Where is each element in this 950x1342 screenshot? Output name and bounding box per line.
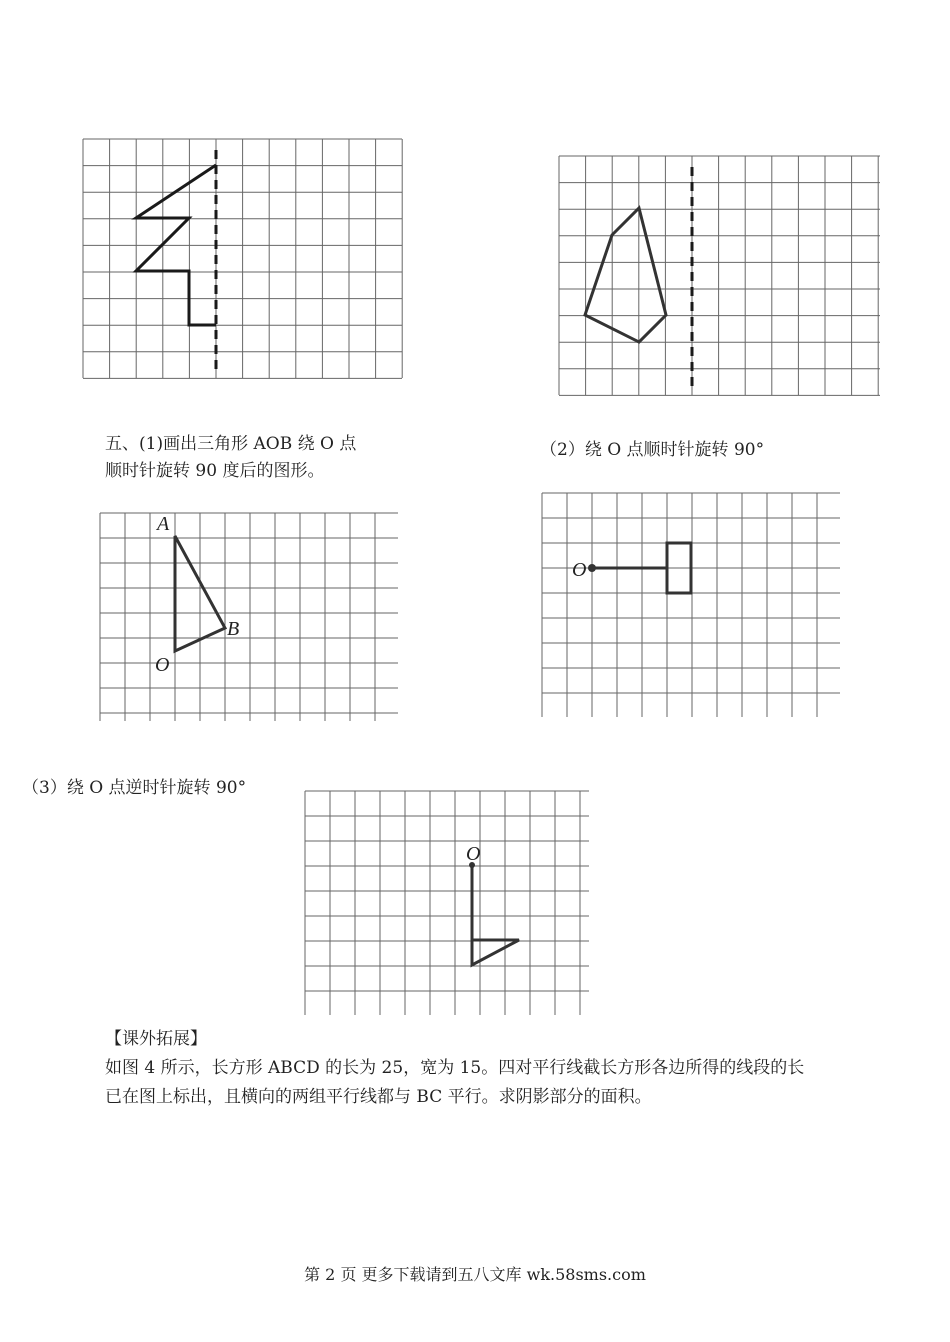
symmetry-figure-1 [80, 136, 406, 382]
grid [542, 493, 840, 717]
grid [305, 791, 589, 1015]
pentagon-shape [585, 208, 666, 342]
point-o [588, 564, 596, 572]
rotation-figure-2 [541, 492, 843, 719]
label-o: O [466, 843, 481, 865]
label-a: A [157, 513, 170, 535]
grid [100, 513, 398, 721]
label-b: B [227, 618, 240, 640]
rotation-figure-3 [304, 790, 592, 1017]
extension-line-2: 已在图上标出，且横向的两组平行线都与 BC 平行。求阴影部分的面积。 [105, 1087, 652, 1107]
grid [83, 139, 402, 378]
symmetry-figure-2 [556, 153, 884, 399]
extension-line-1: 如图 4 所示，长方形 ABCD 的长为 25，宽为 15。四对平行线截长方形各边所得的线段的长 [105, 1058, 805, 1078]
triangle-shape [472, 940, 519, 965]
label-o: O [155, 654, 170, 676]
question-5-3: （3）绕 O 点逆时针旋转 90° [22, 778, 247, 798]
question-5-1-line-1: 五、(1)画出三角形 AOB 绕 O 点 [105, 434, 357, 454]
label-o: O [572, 559, 587, 581]
question-5-1-line-2: 顺时针旋转 90 度后的图形。 [105, 461, 325, 481]
page-footer: 第 2 页 更多下载请到五八文库 wk.58sms.com [304, 1265, 646, 1284]
question-5-2: （2）绕 O 点顺时针旋转 90° [540, 440, 765, 460]
grid [559, 156, 880, 395]
triangle-aob-figure [98, 511, 401, 723]
extension-heading: 【课外拓展】 [105, 1029, 207, 1049]
